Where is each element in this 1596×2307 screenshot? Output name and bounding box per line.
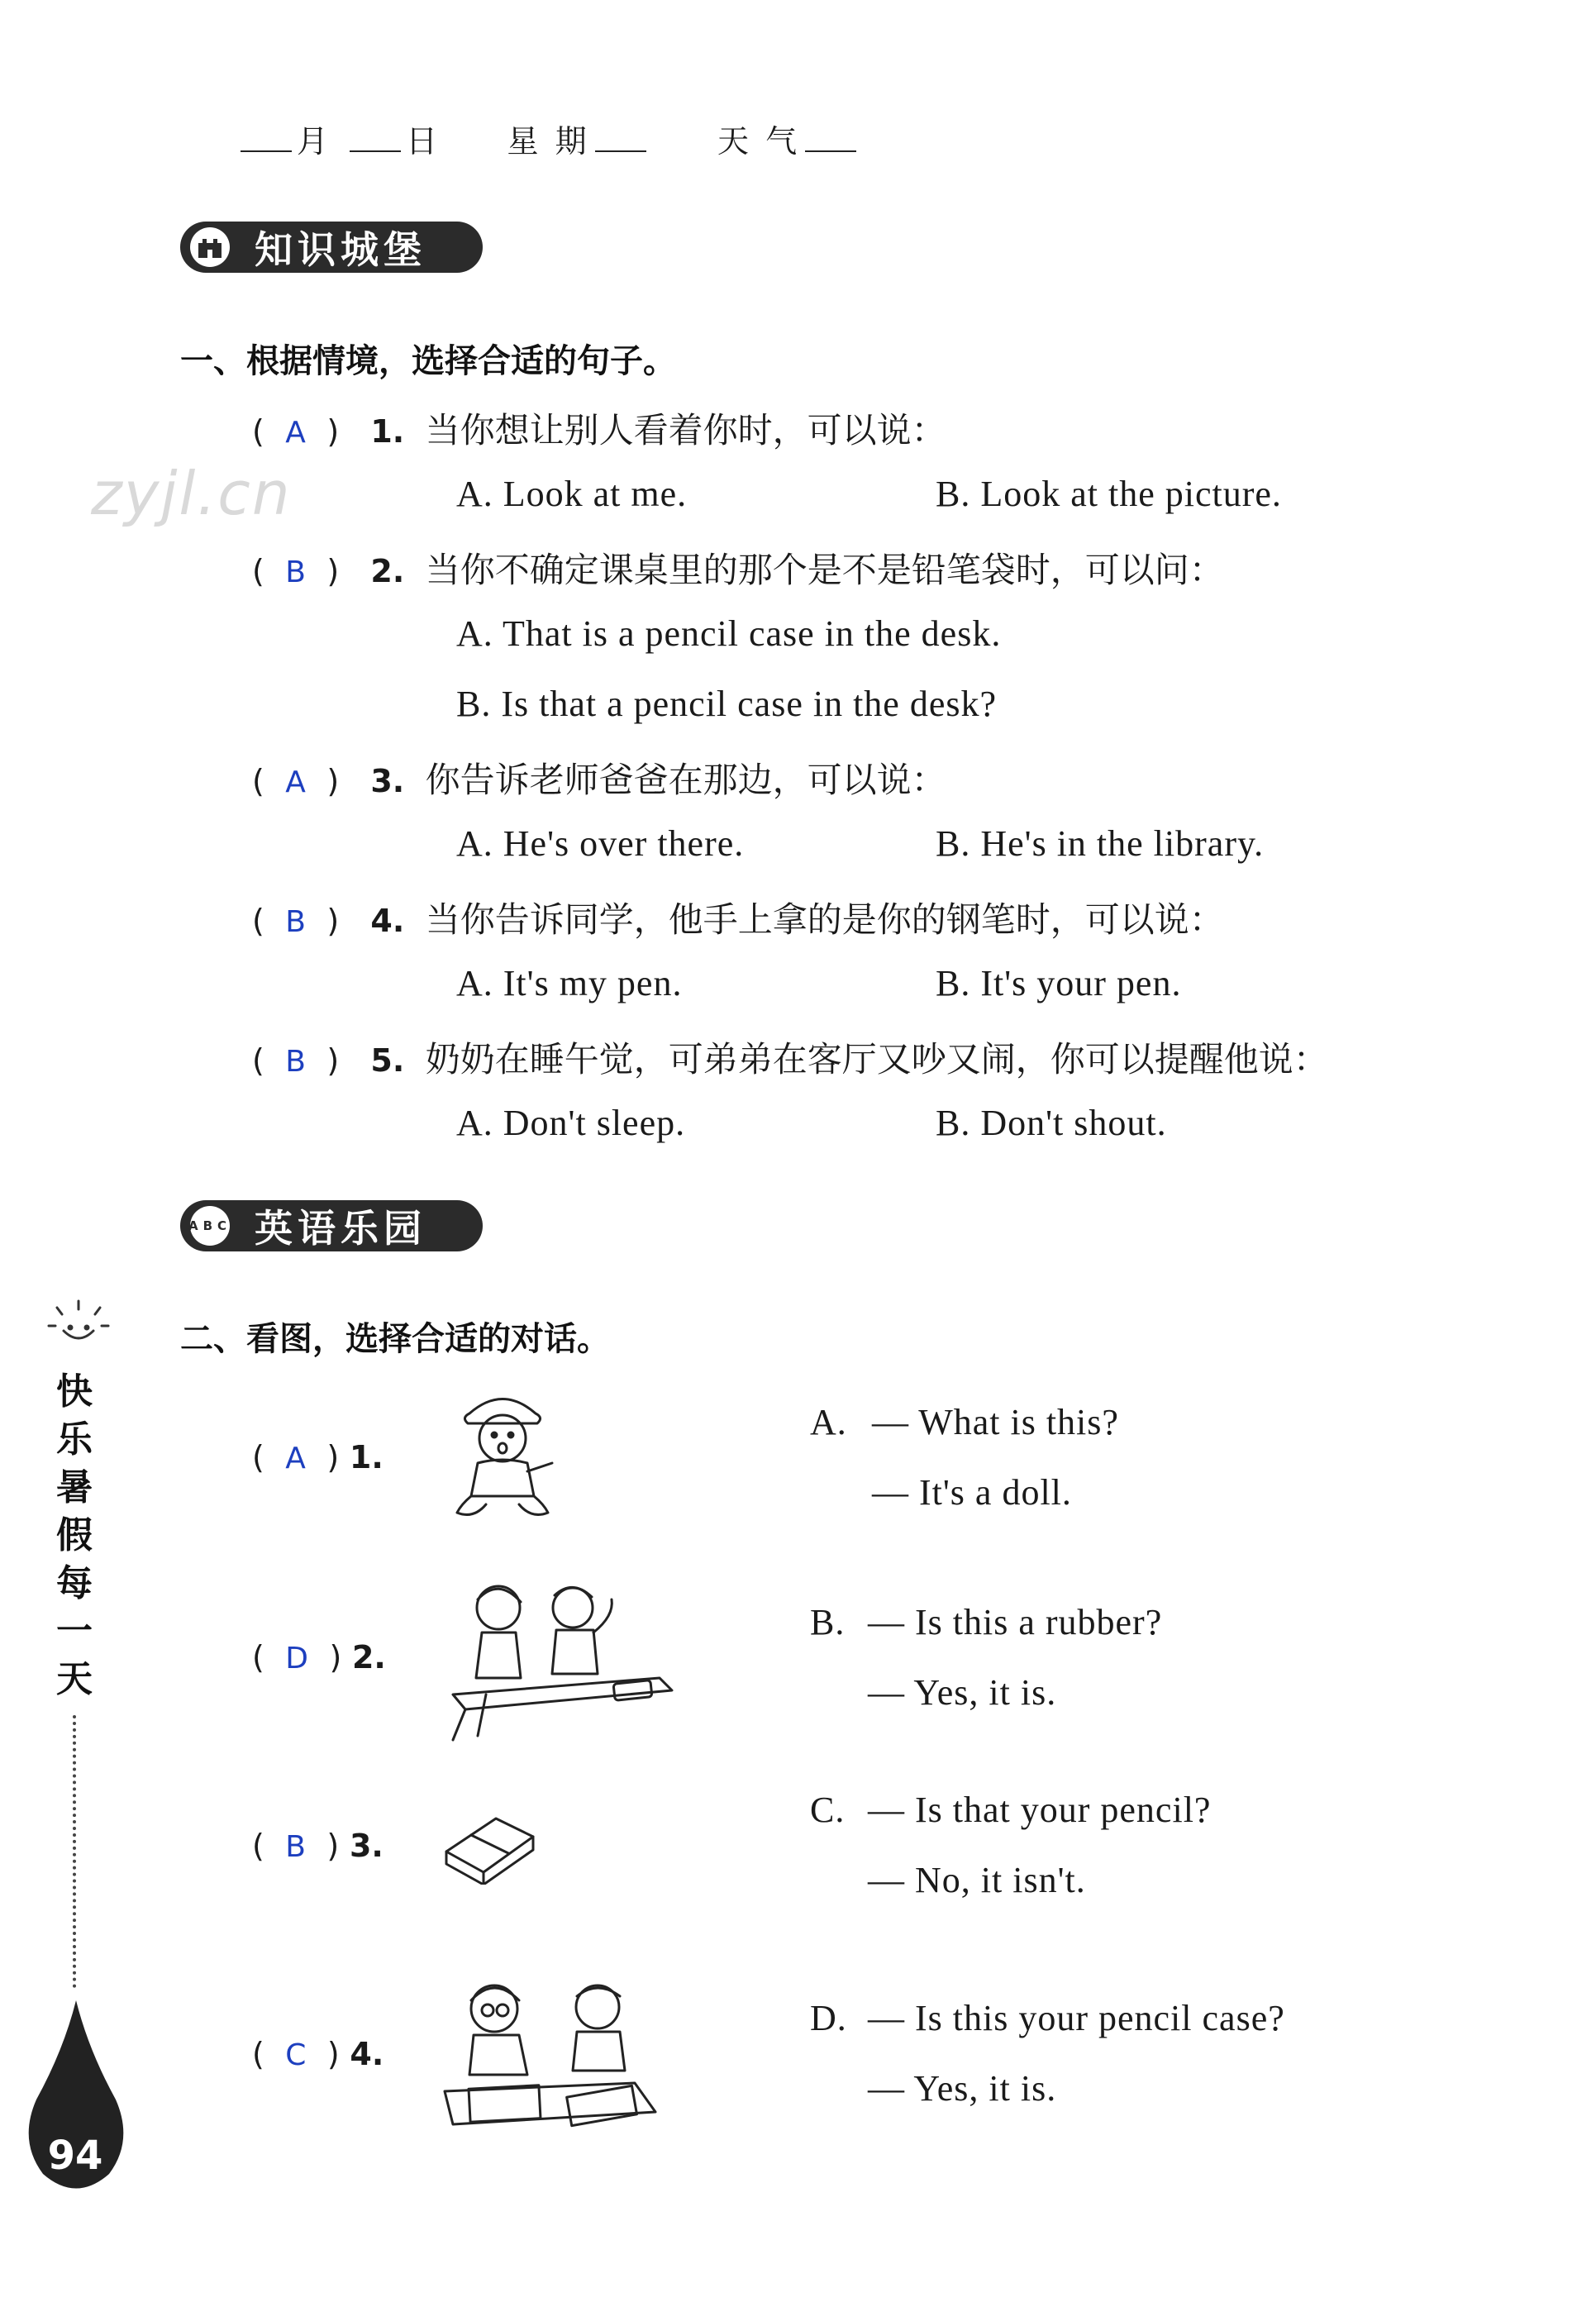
banner-title: 知识城堡 [255, 227, 426, 272]
watermark: zyjl.cn [91, 459, 292, 528]
side-char: 乐 [56, 1418, 93, 1461]
dialogue-label: C. [810, 1790, 846, 1830]
question-prompt: 当你想让别人看着你时，可以说： [425, 410, 946, 450]
day-label: 日 [406, 123, 441, 160]
question-row: ( A ) 1. 当你想让别人看着你时，可以说： [252, 410, 946, 450]
answer-text: D [285, 1642, 308, 1675]
children-at-desk-picture [436, 1571, 676, 1744]
question-row: ( B ) 2. 当你不确定课桌里的那个是不是铅笔袋时，可以问： [252, 550, 1224, 590]
question-number: 3. [349, 1828, 384, 1864]
question-prompt: 奶奶在睡午觉，可弟弟在客厅又吵又闹，你可以提醒他说： [425, 1039, 1328, 1080]
question-number: 5. [370, 1042, 405, 1079]
option-b: B. Is that a pencil case in the desk? [456, 684, 998, 724]
option-a: A. That is a pencil case in the desk. [456, 613, 1002, 654]
weather-blank [805, 122, 856, 152]
side-char: 每 [56, 1562, 93, 1604]
month-blank [241, 122, 292, 152]
answer-text: B [285, 1045, 306, 1079]
side-char: 假 [56, 1514, 93, 1556]
answer-text: B [285, 1830, 306, 1864]
dialogue-line: — It's a doll. [872, 1472, 1072, 1513]
abc-icon: ABC [190, 1206, 230, 1246]
dialogue-label: B. [810, 1602, 846, 1642]
dialogue-line: — Yes, it is. [868, 2068, 1057, 2109]
dialogue-line: — Is that your pencil? [868, 1790, 1212, 1830]
question-number: 2. [351, 1639, 386, 1675]
picture-question-row: ( C ) 4. [252, 2036, 384, 2072]
side-char: 一 [56, 1610, 93, 1652]
side-dotted-line [73, 1715, 76, 1988]
child-with-doll-picture [436, 1380, 569, 1525]
month-label: 月 [297, 123, 332, 160]
answer-text: C [285, 2038, 307, 2072]
answer-text: A [285, 1442, 306, 1475]
answer-text: B [285, 555, 306, 589]
dialogue-line: — No, it isn't. [868, 1860, 1086, 1900]
castle-icon [190, 227, 230, 267]
side-char: 天 [56, 1658, 93, 1700]
option-b: B. Look at the picture. [936, 474, 1282, 514]
weather-label: 天 气 [717, 123, 801, 160]
option-a: A. Don't sleep. [456, 1103, 686, 1143]
weekday-blank [595, 122, 646, 152]
question-number: 4. [350, 2036, 384, 2072]
question-number: 4. [370, 903, 405, 939]
dialogue-line: — Is this your pencil case? [868, 1998, 1285, 2038]
option-a: A. Look at me. [456, 474, 688, 514]
children-drawing-picture [436, 1967, 664, 2133]
option-a: A. He's over there. [456, 823, 745, 864]
side-char: 暑 [56, 1466, 93, 1509]
option-b: B. He's in the library. [936, 823, 1265, 864]
answer-text: A [285, 765, 306, 799]
question-number: 1. [349, 1439, 384, 1475]
rubber-picture [438, 1802, 541, 1885]
question-row: ( B ) 4. 当你告诉同学，他手上拿的是你的钢笔时，可以说： [252, 899, 1224, 940]
question-prompt: 你告诉老师爸爸在那边，可以说： [425, 760, 946, 800]
option-b: B. It's your pen. [936, 963, 1182, 1003]
section2-title: 二、看图，选择合适的对话。 [180, 1320, 610, 1358]
question-number: 2. [370, 553, 405, 589]
dialogue-label: A. [810, 1402, 847, 1442]
question-number: 3. [370, 763, 405, 799]
answer-text: B [285, 905, 306, 939]
option-a: A. It's my pen. [456, 963, 683, 1003]
dialogue-line: — Yes, it is. [868, 1672, 1057, 1713]
sun-icon [45, 1298, 112, 1356]
weekday-label: 星 期 [507, 123, 590, 160]
picture-question-row: ( D ) 2. [252, 1639, 386, 1675]
date-weather-line [236, 116, 861, 161]
question-number: 1. [370, 413, 405, 450]
question-row: ( A ) 3. 你告诉老师爸爸在那边，可以说： [252, 760, 946, 800]
dialogue-line: — Is this a rubber? [868, 1602, 1163, 1642]
answer-text: A [285, 416, 306, 450]
question-prompt: 当你告诉同学，他手上拿的是你的钢笔时，可以说： [425, 899, 1224, 940]
question-prompt: 当你不确定课桌里的那个是不是铅笔袋时，可以问： [425, 550, 1224, 590]
banner-title: 英语乐园 [255, 1206, 426, 1251]
section-banner-knowledge-castle [180, 222, 483, 273]
section-banner-english-park [180, 1200, 483, 1251]
page-number: 94 [47, 2133, 103, 2179]
dialogue-label: D. [810, 1998, 847, 2038]
section1-title: 一、根据情境，选择合适的句子。 [180, 342, 676, 380]
day-blank [350, 122, 401, 152]
side-char: 快 [56, 1370, 93, 1413]
picture-question-row: ( B ) 3. [252, 1828, 384, 1864]
side-vertical-title [50, 1368, 99, 1704]
option-b: B. Don't shout. [936, 1103, 1167, 1143]
question-row: ( B ) 5. 奶奶在睡午觉，可弟弟在客厅又吵又闹，你可以提醒他说： [252, 1039, 1328, 1080]
picture-question-row: ( A ) 1. [252, 1439, 384, 1475]
dialogue-line: — What is this? [872, 1402, 1119, 1442]
